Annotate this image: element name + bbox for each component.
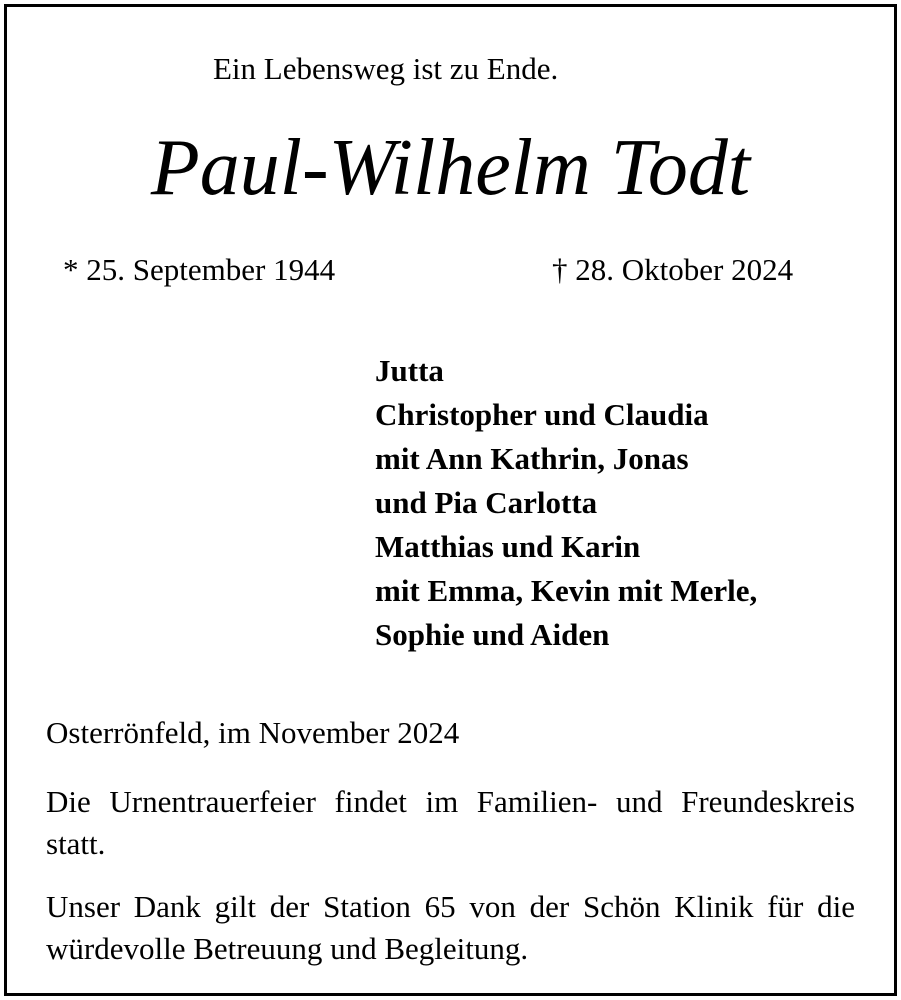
mourner-line: und Pia Carlotta [375,485,598,520]
birth-date: * 25. September 1944 [63,252,336,287]
mourner-line: Sophie und Aiden [375,617,610,652]
mourner-line: Matthias und Karin [375,529,641,564]
intro-line: Ein Lebensweg ist zu Ende. [213,51,559,86]
mourner-line: Jutta [375,353,444,388]
mourner-line: mit Ann Kathrin, Jonas [375,441,689,476]
deceased-name: Paul-Wilhelm Todt [150,124,751,212]
mourners-list [375,349,757,657]
place-date: Osterrönfeld, im November 2024 [46,715,460,750]
ceremony-paragraph: Die Urnentrauerfeier findet im Familien- und Freundeskreis statt. [46,784,855,861]
mourner-line: Christopher und Claudia [375,397,709,432]
thanks-paragraph: Unser Dank gilt der Station 65 von der Schön Klinik für die würdevolle Betreuung und Begleitung. [46,889,855,966]
mourner-line: mit Emma, Kevin mit Merle, [375,573,758,608]
death-date: † 28. Oktober 2024 [552,252,794,287]
